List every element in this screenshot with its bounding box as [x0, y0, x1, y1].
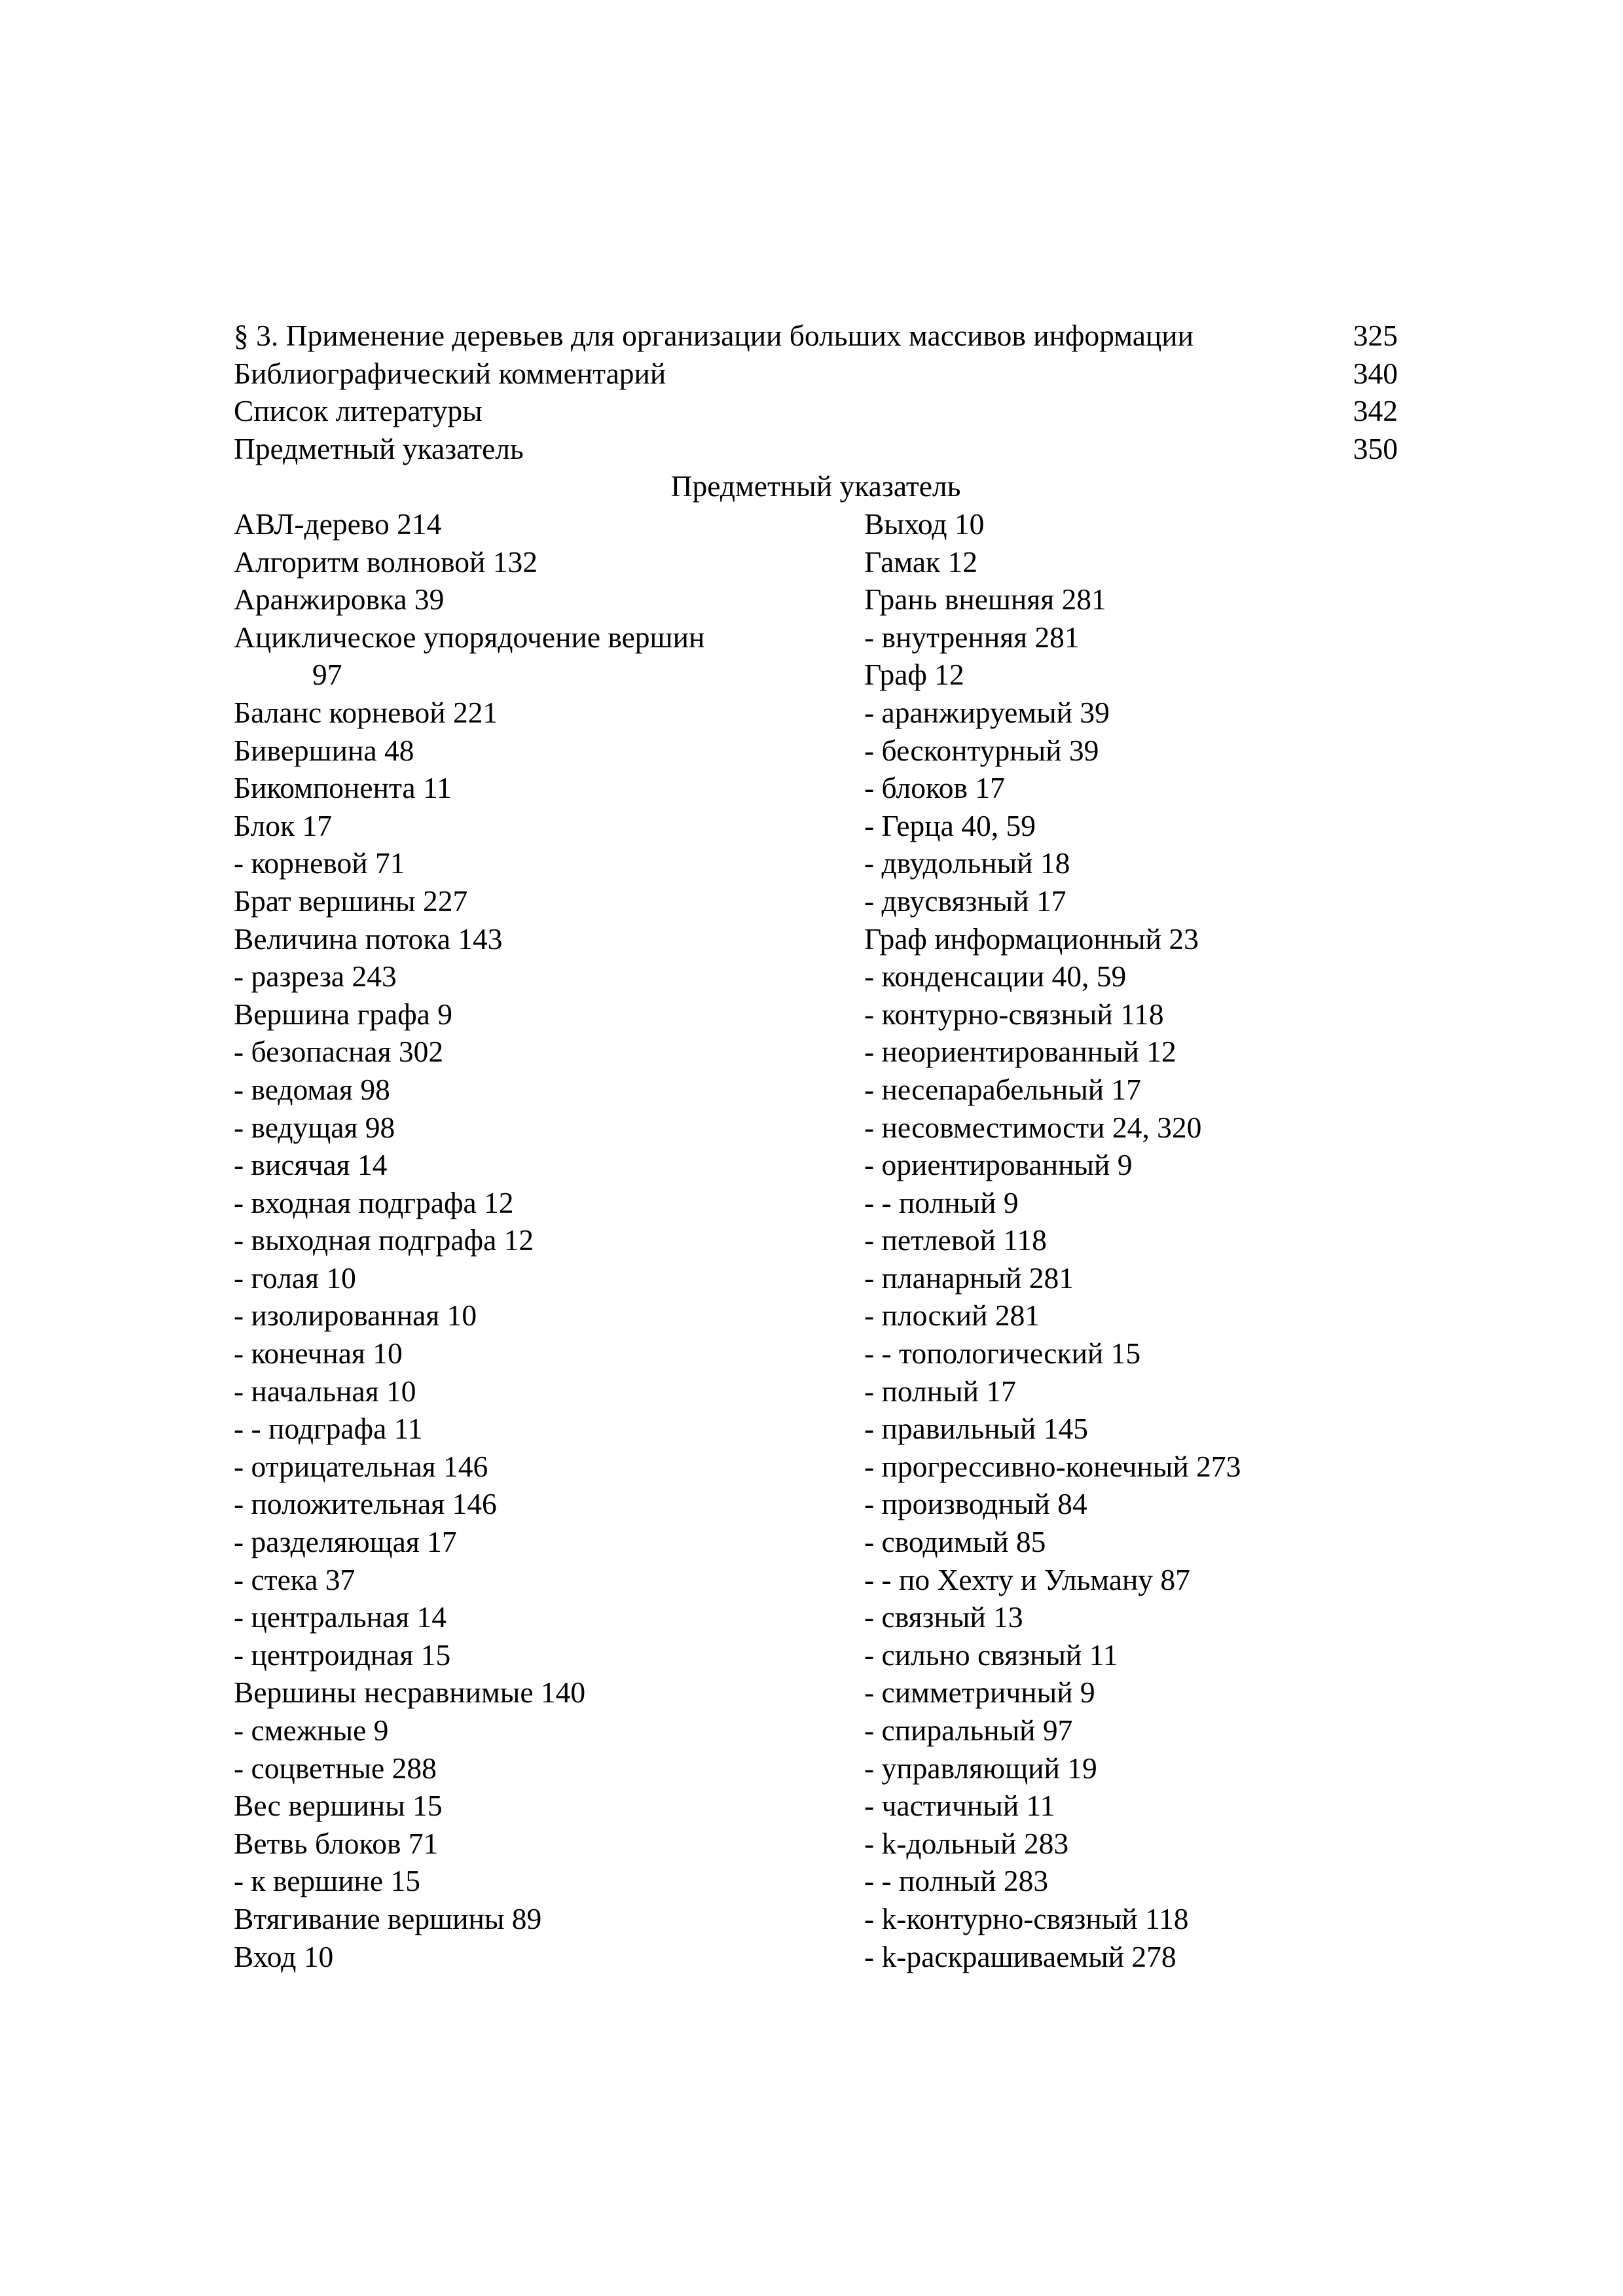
index-entry: - - подграфа 11 — [234, 1412, 423, 1446]
index-entry: - стека 37 — [234, 1562, 356, 1596]
index-entry: Вершины несравнимые 140 — [234, 1676, 586, 1710]
index-entry: - соцветные 288 — [234, 1751, 437, 1785]
index-entry: - сводимый 85 — [864, 1525, 1046, 1559]
index-entry: - k-дольный 283 — [864, 1826, 1069, 1860]
toc-title: Предметный указатель — [234, 431, 524, 465]
index-entry: - изолированная 10 — [234, 1299, 477, 1333]
index-entry: - входная подграфа 12 — [234, 1185, 514, 1219]
index-entry: - - полный 283 — [864, 1864, 1049, 1898]
index-entry: Брат вершины 227 — [234, 884, 468, 918]
index-entry: - двудольный 18 — [864, 846, 1070, 880]
index-entry: - спиральный 97 — [864, 1713, 1073, 1747]
index-entry: - ведомая 98 — [234, 1072, 390, 1106]
index-entry: Алгоритм волновой 132 — [234, 545, 538, 579]
toc-row — [234, 430, 1398, 468]
index-entry: Вес вершины 15 — [234, 1789, 443, 1823]
index-entry: Грань внешняя 281 — [864, 583, 1106, 617]
toc-row — [234, 355, 1398, 393]
index-entry: - к вершине 15 — [234, 1864, 420, 1898]
index-entry: - внутренняя 281 — [864, 620, 1080, 654]
index-entry: - разреза 243 — [234, 960, 397, 994]
index-entry: - отрицательная 146 — [234, 1449, 488, 1483]
toc-title: § 3. Применение деревьев для организации больших массивов информации — [234, 319, 1194, 352]
index-entry: - прогрессивно-конечный 273 — [864, 1449, 1241, 1483]
index-entry: Ациклическое упорядочение вершин — [234, 620, 705, 654]
index-entry: - плоский 281 — [864, 1299, 1040, 1333]
toc-title: Список литературы — [234, 394, 483, 428]
index-entry: - голая 10 — [234, 1261, 356, 1295]
index-entry: - висячая 14 — [234, 1148, 388, 1182]
index-entry: - Герца 40, 59 — [864, 808, 1036, 842]
index-entry: - конденсации 40, 59 — [864, 960, 1127, 994]
index-entry: Вход 10 — [234, 1939, 334, 1973]
index-entry: Ветвь блоков 71 — [234, 1826, 439, 1860]
toc-row — [234, 317, 1398, 355]
index-entry: - положительная 146 — [234, 1487, 497, 1521]
toc-page: 342 — [1353, 394, 1398, 428]
index-entry: - несовместимости 24, 320 — [864, 1110, 1202, 1144]
index-entry: - петлевой 118 — [864, 1223, 1047, 1257]
index-entry: - - по Хехту и Ульману 87 — [864, 1562, 1190, 1596]
index-entry: - разделяющая 17 — [234, 1525, 457, 1559]
index-entry: - ведущая 98 — [234, 1110, 395, 1144]
toc-page: 350 — [1353, 431, 1398, 465]
index-entry: - - полный 9 — [864, 1185, 1019, 1219]
toc-title: Библиографический комментарий — [234, 356, 666, 390]
index-entry-continuation: 97 — [312, 658, 342, 692]
index-entry: - безопасная 302 — [234, 1035, 444, 1069]
index-entry: Граф 12 — [864, 658, 964, 692]
toc-page: 325 — [1353, 319, 1398, 352]
index-entry: - полный 17 — [864, 1374, 1016, 1408]
index-entry: - связный 13 — [864, 1600, 1023, 1634]
index-entry: - смежные 9 — [234, 1713, 389, 1747]
index-entry: - двусвязный 17 — [864, 884, 1067, 918]
index-heading: Предметный указатель — [670, 469, 961, 503]
index-entry: Бикомпонента 11 — [234, 771, 452, 805]
index-entry: - центроидная 15 — [234, 1638, 451, 1672]
index-entry: - k-контурно-связный 118 — [864, 1901, 1189, 1935]
index-entry: Вершина графа 9 — [234, 997, 453, 1031]
index-left-column — [234, 505, 810, 1975]
index-entry: АВЛ-дерево 214 — [234, 507, 442, 541]
index-entry: - планарный 281 — [864, 1261, 1074, 1295]
index-entry: - правильный 145 — [864, 1412, 1089, 1446]
index-entry: - контурно-связный 118 — [864, 997, 1164, 1031]
index-entry: - выходная подграфа 12 — [234, 1223, 534, 1257]
index-entry: - бесконтурный 39 — [864, 733, 1099, 767]
index-entry: - конечная 10 — [234, 1336, 403, 1371]
index-entry: Бивершина 48 — [234, 733, 414, 767]
index-entry: - ориентированный 9 — [864, 1148, 1133, 1182]
index-entry: Величина потока 143 — [234, 922, 503, 956]
index-entry: - корневой 71 — [234, 846, 405, 880]
index-entry: - аранжируемый 39 — [864, 695, 1110, 729]
toc-page: 340 — [1353, 356, 1398, 390]
index-entry: - - топологический 15 — [864, 1336, 1141, 1371]
index-entry: - сильно связный 11 — [864, 1638, 1118, 1672]
index-entry: Блок 17 — [234, 808, 332, 842]
index-entry: Втягивание вершины 89 — [234, 1901, 542, 1935]
index-entry: - блоков 17 — [864, 771, 1005, 805]
index-entry: - начальная 10 — [234, 1374, 416, 1408]
index-entry: - производный 84 — [864, 1487, 1087, 1521]
index-entry: - k-раскрашиваемый 278 — [864, 1939, 1176, 1973]
index-entry: Баланс корневой 221 — [234, 695, 498, 729]
index-entry: - частичный 11 — [864, 1789, 1055, 1823]
index-right-column — [864, 505, 1427, 1975]
index-entry: Гамак 12 — [864, 545, 978, 579]
toc-row — [234, 392, 1398, 430]
index-entry: - неориентированный 12 — [864, 1035, 1176, 1069]
index-entry: Выход 10 — [864, 507, 985, 541]
table-of-contents — [234, 317, 1398, 467]
index-entry: - центральная 14 — [234, 1600, 447, 1634]
index-entry: Аранжировка 39 — [234, 583, 445, 617]
index-entry: - несепарабельный 17 — [864, 1072, 1141, 1106]
index-entry: - симметричный 9 — [864, 1676, 1095, 1710]
index-entry: - управляющий 19 — [864, 1751, 1097, 1785]
index-entry: Граф информационный 23 — [864, 922, 1199, 956]
